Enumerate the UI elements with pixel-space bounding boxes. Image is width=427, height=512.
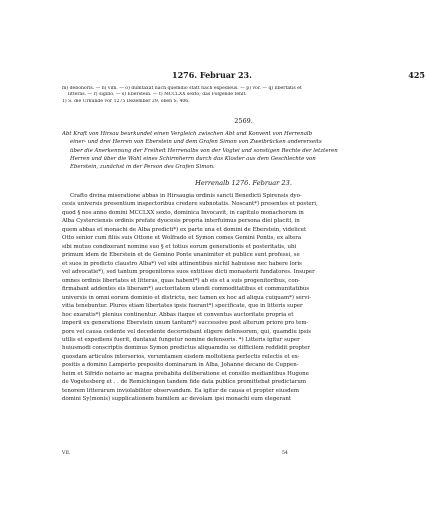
body-line: primum idem de Eberstein et de Gemino Ponte unanimiter et publice sunt professi, se <box>62 252 300 259</box>
page-footer <box>62 451 425 459</box>
body-line: utilis et expediens fuerit, duntaxat fungetur nomine defensoris. *) Litteris igitur super <box>62 336 300 343</box>
body-line: domini Sy(monis) supplicationem humilem ac devolam ipsi monachi eum elegerant <box>62 396 292 403</box>
regest-line: Abt Kraft von Hirsau beurkundet einen Vergleich zwischen Abt und Konvent von Herrenalb <box>62 131 313 137</box>
body-line: sibi mutuo condixerant nomine suo § et totius eorum generationis et posteritatis, ubi <box>62 243 297 250</box>
body-line: firmabant addentes eis liberam*) auctoritatem utendi commoditatibus et communitatibus <box>62 286 310 293</box>
signature-mark-right: 54 <box>282 451 288 456</box>
body-line: quod § nos anno domini MCCLXX sexto, dominica Invocavit, in capitulo monachorum in <box>62 209 304 216</box>
regest-line: Herren und über die Wahl eines Schirmherrn durch das Kloster aus dem Geschlechte von <box>70 155 316 162</box>
regest-line: über die Anerkennung der Freiheit Herrenalbs von der Vogtei und sonstigen Rechte der letzteren <box>70 147 338 154</box>
body-line: quem abbas et monachi de Alba predicti*) ex parte una et domini de Eberstein, videlicet <box>62 226 307 233</box>
body-line: tenorem litterarum inviolabiliter observandum. Ea igitur de causa et propter eiusdem <box>62 387 299 394</box>
document-body <box>62 192 425 404</box>
body-line: vel advocatie*), sed tantum progenitores suos extitisse dicti monasterii fundatores. Insuper <box>62 269 315 276</box>
dateline: Herrenalb 1276. Februar 23. <box>195 179 292 187</box>
footnote-line: 1) S. die Urkunde vor 1275 Dezember 29, oben S. 406. <box>62 98 190 104</box>
header-date-title: 1276. Februar 23. <box>172 70 252 80</box>
footnote-line: litteras. — r) sigillo. — s) Eberstein. — t) MCCLXX sexto; das Folgende fehlt. <box>68 92 247 98</box>
body-line: Alba Cysterciensis ordinis prefate dyocesis propria interfuimus persona diei placiti, in <box>62 218 300 225</box>
body-line: hoc exaratis*) plenius continentur. Abbas itaque et conventus auctoritate propria et <box>62 311 294 318</box>
body-line: de Vogetesberg et . . de Remichingen tandem fide data publice promittebat predictarum <box>62 379 307 386</box>
body-line: et suos in predicto claustro Alba*) vel sibi attinentibus nichil habuisse nec habere loris <box>62 260 302 267</box>
regest-summary <box>62 130 425 171</box>
body-line: huiusmodi conscriptis dominus Symon predictus aliquamdiu se difficilem reddidit propter <box>62 345 310 352</box>
signature-mark-left: VII. <box>62 451 71 456</box>
body-line: vitia tenebuntur. Plures etiam libertates ipsis fuerant*) specificate, que in litteris super <box>62 303 303 310</box>
body-line: heim et Sifrido notario ac magna prehabita deliberatione et consilio mediantibus Hugone <box>62 370 309 377</box>
regest-line: Eberstein, zunächst in der Person des Grafen Simon. <box>70 164 215 171</box>
body-line: omnes ordinis libertates et litteras, quas habent*) ab eis et a suis progenitoribus, con- <box>62 277 300 284</box>
regest-line: einer- und drei Herren von Eberstein und dem Grafen Simon von Zweibrücken andererseits <box>70 139 322 146</box>
body-line: quosdam articulos interserios, verumtamen eisdem moltotiens perlectis relectis et ex- <box>62 353 300 360</box>
body-line: positis a domino Lamperto preposito dominarum in Alba, Johanne decano de Cuppen- <box>62 362 299 369</box>
body-line: Crafto divina miseratione abbas in Hirsaugia ordinis sancti Benedicti Spirensis dyo- <box>70 193 302 199</box>
document-number: 2569. <box>234 117 253 125</box>
body-line: pore vel causa cedente vel decedente decernebant eligere defensorem, qui, quamdiu ipsis <box>62 328 312 335</box>
page-number: 425 <box>408 70 425 80</box>
body-line: imperii ex generatione Eberstein unum tantum*) successive post alterum priore pro tem- <box>62 320 309 327</box>
footnotes <box>62 86 425 105</box>
running-header <box>62 70 425 80</box>
body-line: universis in omni eorum dominio et districtu, nec tamen ex hoc ad aliqua cuiquam*) servi- <box>62 294 311 301</box>
body-line: cesis universis presentium inspectoribus credere subnotatis. Noscant*) presentes et posteri, <box>62 201 318 208</box>
footnote-line: m) debonoris. — n) vim. — o) dumtaxat nach quemdio statt nach expedieus. — p) vor. — q) libertatis et <box>62 86 302 91</box>
body-line: Otto senior cum filiis suis Ottone et Wolfrado et Symon comes Gemini Pontis, ex altera <box>62 235 302 242</box>
